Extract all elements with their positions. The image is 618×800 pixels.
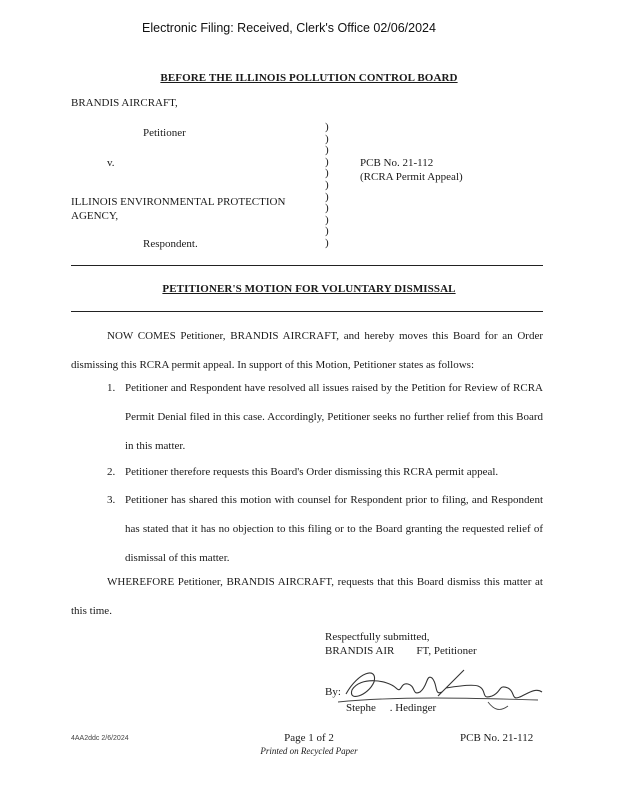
page-number: Page 1 of 2 — [284, 732, 334, 744]
recycled-note: Printed on Recycled Paper — [260, 746, 358, 756]
wherefore-paragraph: WHEREFORE Petitioner, BRANDIS AIRCRAFT, requests that this Board dismiss this matter at this time. — [71, 576, 543, 617]
closing: Respectfully submitted, — [325, 631, 430, 643]
petitioner-role: Petitioner — [143, 127, 186, 139]
numbered-item — [71, 486, 543, 573]
footer-case-number: PCB No. 21-112 — [460, 732, 534, 744]
item-text: Petitioner has shared this motion with counsel for Respondent prior to filing, and Respondent has stated that it has no objection to this filing or to the Board granting the requested relief of dismissal of this matter. — [125, 494, 543, 564]
signer-name: Stephe . Hedinger — [346, 702, 437, 714]
divider-bottom — [71, 311, 543, 312]
by-label: By: — [325, 686, 341, 698]
board-heading: BEFORE THE ILLINOIS POLLUTION CONTROL BOARD — [160, 72, 458, 84]
numbered-item — [71, 374, 543, 461]
numbered-item — [71, 458, 543, 487]
case-number: PCB No. 21-112 — [360, 157, 434, 169]
caption-parentheses: ) ) ) ) ) ) ) ) ) ) ) — [325, 121, 329, 249]
filing-stamp: Electronic Filing: Received, Clerk's Office 02/06/2024 — [142, 21, 436, 35]
case-type: (RCRA Permit Appeal) — [360, 171, 463, 183]
item-number: 1. — [107, 382, 116, 394]
party-line: BRANDIS AIR FT, Petitioner — [325, 645, 477, 657]
respondent-role: Respondent. — [143, 238, 198, 250]
item-number: 3. — [107, 494, 116, 506]
intro-paragraph: NOW COMES Petitioner, BRANDIS AIRCRAFT, and hereby moves this Board for an Order dismissing this RCRA permit appeal. In support of this Motion, Petitioner states as follows: — [71, 330, 543, 371]
divider-top — [71, 265, 543, 266]
versus: v. — [107, 157, 115, 169]
motion-title: PETITIONER'S MOTION FOR VOLUNTARY DISMISSAL — [162, 283, 456, 295]
petitioner-name: BRANDIS AIRCRAFT, — [71, 97, 178, 109]
item-text: Petitioner therefore requests this Board's Order dismissing this RCRA permit appeal. — [125, 466, 499, 478]
item-text: Petitioner and Respondent have resolved all issues raised by the Petition for Review of RCRA Permit Denial filed in this case. Accordingly, Petitioner seeks no further relief from this Board in this matter. — [125, 382, 543, 452]
item-number: 2. — [107, 466, 116, 478]
respondent-name-line1: ILLINOIS ENVIRONMENTAL PROTECTION — [71, 196, 286, 208]
respondent-name-line2: AGENCY, — [71, 210, 119, 222]
doc-id: 4AA2ddc 2/6/2024 — [71, 735, 129, 742]
